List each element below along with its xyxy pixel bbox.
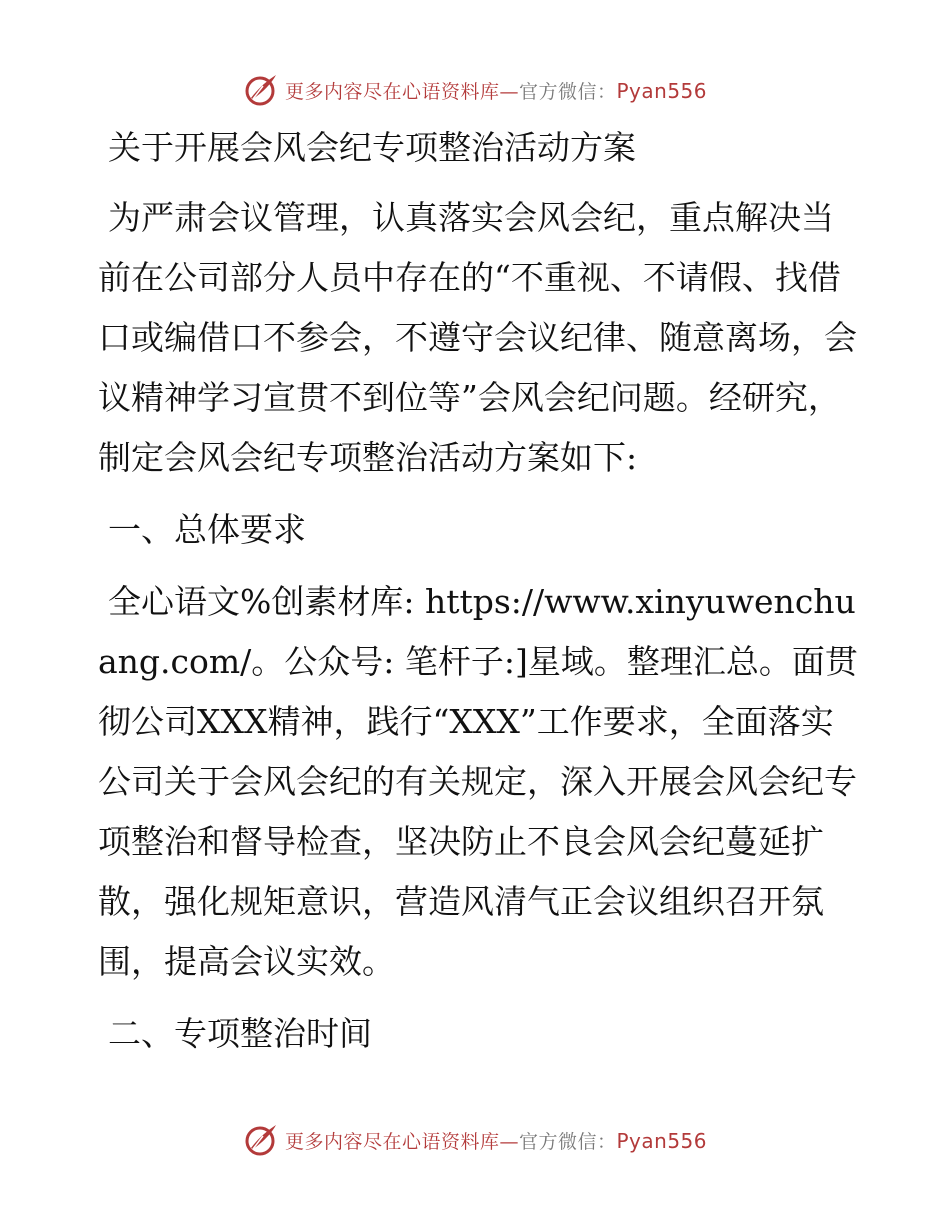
banner-dash: — [499,1130,519,1153]
banner-wechat-id: Pyan556 [616,1128,708,1153]
banner-wechat-label: 官方微信： [518,1130,617,1153]
footer-watermark-banner [0,1120,950,1160]
banner-site-text: 更多内容尽在心语资料库 [284,1130,500,1153]
banner-wechat-id: Pyan556 [616,78,708,103]
section-heading-general-requirements: 一、总体要求 [108,510,306,549]
banner-wechat-label: 官方微信： [518,80,617,103]
intro-paragraph: 为严肃会议管理，认真落实会风会纪，重点解决当前在公司部分人员中存在的“不重视、不请假、找借口或编借口不参会，不遵守会议纪律、随意离场，会议精神学习宣贯不到位等”会风会纪问题。经研究，制定会风会纪专项整治活动方案如下: [98,198,857,477]
document-body [98,118,858,1064]
feather-pen-logo-icon [243,1122,279,1158]
banner-dash: — [499,80,519,103]
document-title: 关于开展会风会纪专项整治活动方案 [108,128,636,167]
feather-pen-logo-icon [243,72,279,108]
section-heading-rectification-time: 二、专项整治时间 [108,1014,372,1053]
header-watermark-banner [0,70,950,110]
banner-text [285,77,707,104]
section-body-general-requirements: 全心语文%创素材库: https://www.xinyuwenchuang.com/。公众号: 笔杆子:]星域。整理汇总。面贯彻公司XXX精神，践行“XXX”工作要求，全面落实公司关于会风会纪的有关规定，深入开展会风会纪专项整治和督导检查，坚决防止不良会风会纪蔓延扩散，强化规矩意识，营造风清气正会议组织召开氛围，提高会议实效。 [98,582,858,981]
banner-site-text: 更多内容尽在心语资料库 [284,80,500,103]
banner-text [285,1127,707,1154]
